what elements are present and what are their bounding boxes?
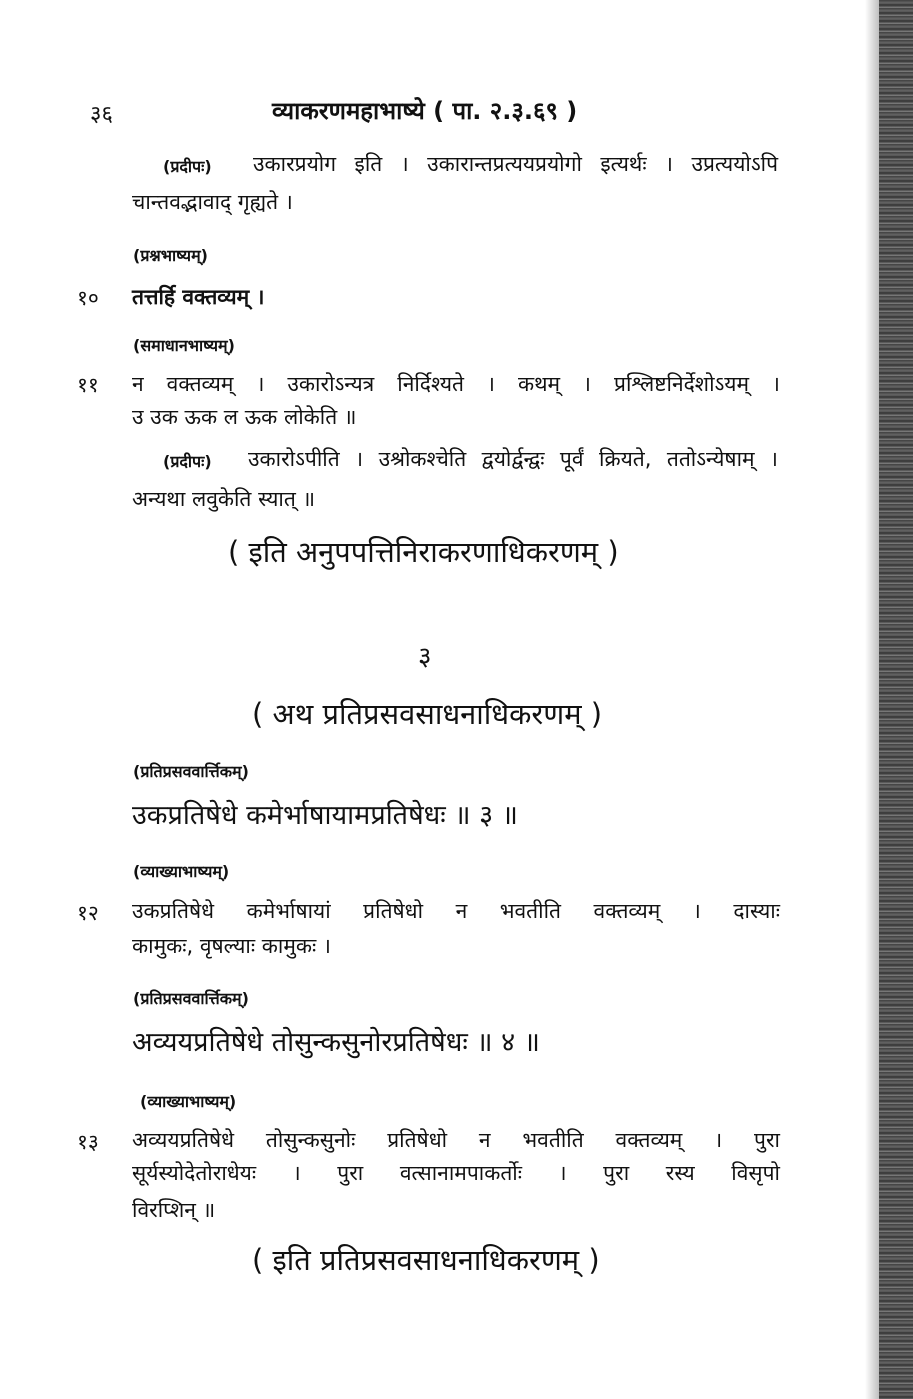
bhashya-line: अव्ययप्रतिषेधे तोसुन्कसुनोः प्रतिषेधो न भवतीति वक्तव्यम् । पुरा — [132, 1128, 780, 1152]
paragraph-number: ११ — [77, 373, 99, 397]
commentary-line: चान्तवद्भावाद् गृह्यते । — [132, 190, 293, 214]
commentary-line: उकारोऽपीति । उश्रोकश्चेति द्वयोर्द्वन्द्वः पूर्वं क्रियते, ततोऽन्येषाम् । — [248, 447, 778, 471]
commentary-label: (प्रदीपः) — [163, 157, 212, 176]
bhashya-line: उकप्रतिषेधे कमेर्भाषायां प्रतिषेधो न भवतीति वक्तव्यम् । दास्याः — [132, 899, 780, 923]
section-label: (प्रतिप्रसववार्त्तिकम्) — [133, 989, 249, 1008]
page-edge-shadow — [865, 0, 879, 1399]
section-label: (व्याख्याभाष्यम्) — [133, 862, 230, 881]
commentary-label: (प्रदीपः) — [163, 452, 212, 471]
bhashya-line: न वक्तव्यम् । उकारोऽन्यत्र निर्दिश्यते । कथम् । प्रश्लिष्टनिर्देशोऽयम् । — [132, 372, 780, 396]
commentary-line: उकारप्रयोग इति । उकारान्तप्रत्ययप्रयोगो इत्यर्थः । उप्रत्ययोऽपि — [253, 152, 778, 176]
section-label: (प्रतिप्रसववार्त्तिकम्) — [133, 762, 249, 781]
running-header: व्याकरणमहाभाष्ये ( पा. २.३.६९ ) — [272, 97, 578, 125]
page-number: ३६ — [90, 102, 113, 127]
section-number: ३ — [418, 642, 432, 672]
section-label: (व्याख्याभाष्यम्) — [140, 1092, 237, 1111]
bhashya-line: उ उक ऊक ल ऊक लोकेति ॥ — [132, 405, 357, 429]
commentary-line: अन्यथा लवुकेति स्यात् ॥ — [132, 487, 316, 511]
bhashya-line: सूर्यस्योदेतोराधेयः । पुरा वत्सानामपाकर्तोः । पुरा रस्य विसृपो — [132, 1161, 780, 1185]
section-opening-heading: ( अथ प्रतिप्रसवसाधनाधिकरणम् ) — [252, 697, 603, 731]
paragraph-number: १२ — [77, 901, 99, 925]
bhashya-line: कामुकः, वृषल्याः कामुकः । — [132, 934, 331, 958]
section-label: (समाधानभाष्यम्) — [133, 336, 235, 355]
section-closing-heading: ( इति प्रतिप्रसवसाधनाधिकरणम् ) — [252, 1243, 600, 1277]
paragraph-number: १० — [77, 286, 99, 310]
section-closing-heading: ( इति अनुपपत्तिनिराकरणाधिकरणम् ) — [228, 535, 619, 569]
varttika-sutra: उकप्रतिषेधे कमेर्भाषायामप्रतिषेधः ॥ ३ ॥ — [132, 800, 518, 831]
bhashya-line: तत्तर्हि वक्तव्यम् । — [132, 285, 265, 309]
bhashya-line: विरप्शिन् ॥ — [132, 1198, 216, 1222]
varttika-sutra: अव्ययप्रतिषेधे तोसुन्कसुनोरप्रतिषेधः ॥ ४ ॥ — [132, 1027, 540, 1058]
paragraph-number: १३ — [77, 1130, 99, 1154]
section-label: (प्रश्नभाष्यम्) — [133, 246, 208, 265]
page-binding-edge — [879, 0, 913, 1399]
